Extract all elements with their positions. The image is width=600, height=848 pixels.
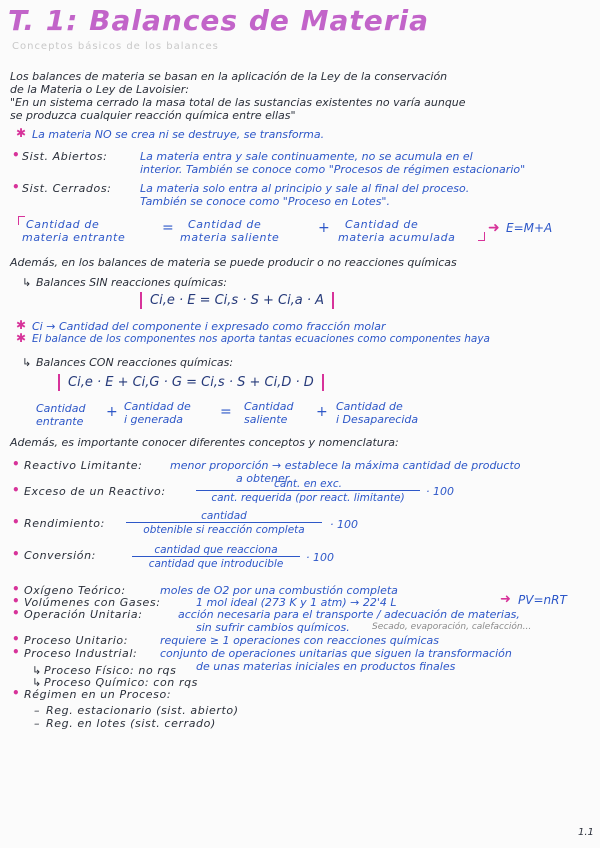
with-reaction-label: Balances CON reacciones químicas: xyxy=(36,356,234,369)
with-reaction-formula: Ci,e · E + Ci,G · G = Ci,s · S + Ci,D · D xyxy=(58,374,324,391)
excess-label: Exceso de un Reactivo: xyxy=(24,485,166,498)
reaction-term-2a: Cantidad de xyxy=(124,400,191,413)
reaction-term-2b: i generada xyxy=(124,413,184,426)
bullet-icon: • xyxy=(12,606,20,620)
limiting-label: Reactivo Limitante: xyxy=(24,459,143,472)
eq-equals: = xyxy=(162,220,174,236)
unit-process-label: Proceso Unitario: xyxy=(24,634,129,647)
bullet-icon: • xyxy=(12,582,20,596)
conversion-multiplier: · 100 xyxy=(306,551,334,564)
bracket-mark xyxy=(478,232,485,241)
corner-arrow-icon: ↳ xyxy=(32,664,42,677)
conversion-fraction xyxy=(132,544,300,570)
bullet-icon: • xyxy=(12,547,20,561)
reaction-term-1a: Cantidad xyxy=(36,402,86,415)
eq-term-acc-b: materia acumulada xyxy=(338,231,456,244)
open-systems-text-2: interior. También se conoce como "Procesos de régimen estacionario" xyxy=(140,163,526,176)
asterisk-icon: ✱ xyxy=(16,331,27,345)
corner-arrow-icon: ↳ xyxy=(22,276,32,289)
regime-label: Régimen en un Proceso: xyxy=(24,688,172,701)
unit-operation-label: Operación Unitaria: xyxy=(24,608,143,621)
no-reaction-label: Balances SIN reacciones químicas: xyxy=(36,276,227,289)
bullet-icon: • xyxy=(12,515,20,529)
gas-label: Volúmenes con Gases: xyxy=(24,596,161,609)
principle-text: La materia NO se crea ni se destruye, se transforma. xyxy=(32,128,325,141)
bullet-icon: • xyxy=(12,457,20,471)
limiting-text-2: a obtener. xyxy=(236,472,292,485)
reactions-intro: Además, en los balances de materia se puede producir o no reacciones químicas xyxy=(10,256,457,269)
reaction-term-3b: saliente xyxy=(244,413,288,426)
chemical-process: Proceso Químico: con rqs xyxy=(44,676,198,689)
asterisk-icon: ✱ xyxy=(16,126,27,140)
reaction-term-1b: entrante xyxy=(36,415,84,428)
reaction-equals: = xyxy=(220,404,232,420)
yield-fraction xyxy=(126,510,322,536)
intro-line-4: se produzca cualquier reacción química entre ellas" xyxy=(10,109,296,122)
eq-term-in-a: Cantidad de xyxy=(26,218,100,231)
eq-term-in-b: materia entrante xyxy=(22,231,126,244)
excess-denominator: cant. requerida (por react. limitante) xyxy=(196,490,420,504)
oxygen-label: Oxígeno Teórico: xyxy=(24,584,126,597)
conversion-label: Conversión: xyxy=(24,549,96,562)
conversion-denominator: cantidad que introducible xyxy=(132,556,300,570)
asterisk-icon: ✱ xyxy=(16,318,27,332)
bullet-icon: • xyxy=(12,148,20,162)
unit-operation-examples: Secado, evaporación, calefacción... xyxy=(372,622,532,632)
regime-item-2: Reg. en lotes (sist. cerrado) xyxy=(46,717,216,730)
bracket-mark xyxy=(18,216,25,225)
yield-denominator: obtenible si reacción completa xyxy=(126,522,322,536)
closed-systems-text-1: La materia solo entra al principio y sale al final del proceso. xyxy=(140,182,470,195)
bullet-icon: • xyxy=(12,483,20,497)
eq-term-acc-a: Cantidad de xyxy=(345,218,419,231)
bullet-icon: • xyxy=(12,180,20,194)
closed-systems-text-2: También se conoce como "Proceso en Lotes". xyxy=(140,195,390,208)
no-reaction-note-1: Ci → Cantidad del componente i expresado como fracción molar xyxy=(32,320,386,333)
excess-fraction xyxy=(196,478,420,504)
no-reaction-note-2: El balance de los componentes nos aporta tantas ecuaciones como componentes haya xyxy=(32,333,490,345)
arrow-right-icon: ➜ xyxy=(488,220,500,236)
bullet-icon: • xyxy=(12,645,20,659)
reaction-term-3a: Cantidad xyxy=(244,400,294,413)
unit-operation-text-1: acción necesaria para el transporte / adecuación de materias, xyxy=(178,608,520,621)
conversion-numerator: cantidad que reacciona xyxy=(154,544,278,556)
oxygen-text: moles de O2 por una combustión completa xyxy=(160,584,398,597)
industrial-process-text-2: de unas materias iniciales en productos finales xyxy=(196,660,456,673)
page-title: T. 1: Balances de Materia xyxy=(8,4,430,37)
intro-line-1: Los balances de materia se basan en la aplicación de la Ley de la conservación xyxy=(10,70,448,83)
bullet-icon: • xyxy=(12,632,20,646)
closed-systems-label: Sist. Cerrados: xyxy=(22,182,112,195)
page-number: 1.1 xyxy=(578,827,594,838)
reaction-term-4a: Cantidad de xyxy=(336,400,403,413)
dash-mark: – xyxy=(34,717,40,730)
intro-line-2: de la Materia o Ley de Lavoisier: xyxy=(10,83,189,96)
page-subtitle: Conceptos básicos de los balances xyxy=(12,41,219,52)
bullet-icon: • xyxy=(12,686,20,700)
eq-plus: + xyxy=(318,220,330,236)
eq-term-out-a: Cantidad de xyxy=(188,218,262,231)
limiting-text-1: menor proporción → establece la máxima cantidad de producto xyxy=(170,459,521,472)
industrial-process-text-1: conjunto de operaciones unitarias que siguen la transformación xyxy=(160,647,512,660)
no-reaction-formula: Ci,e · E = Ci,s · S + Ci,a · A xyxy=(140,292,334,309)
open-systems-label: Sist. Abiertos: xyxy=(22,150,108,163)
gas-law: PV=nRT xyxy=(518,593,567,607)
unit-process-text: requiere ≥ 1 operaciones con reacciones químicas xyxy=(160,634,440,647)
bullet-icon: • xyxy=(12,594,20,608)
physical-process: Proceso Físico: no rqs xyxy=(44,664,177,677)
reaction-plus-2: + xyxy=(316,404,328,420)
corner-arrow-icon: ↳ xyxy=(22,356,32,369)
intro-line-3: "En un sistema cerrado la masa total de las sustancias existentes no varía aunque xyxy=(10,96,466,109)
eq-term-out-b: materia saliente xyxy=(180,231,280,244)
unit-operation-text-2: sin sufrir cambios químicos. xyxy=(196,621,350,634)
regime-item-1: Reg. estacionario (sist. abierto) xyxy=(46,704,239,717)
corner-arrow-icon: ↳ xyxy=(32,676,42,689)
reaction-term-4b: i Desaparecida xyxy=(336,413,419,426)
industrial-process-label: Proceso Industrial: xyxy=(24,647,138,660)
yield-multiplier: · 100 xyxy=(330,518,358,531)
excess-numerator: cant. en exc. xyxy=(274,478,342,490)
arrow-right-icon: ➜ xyxy=(500,592,511,607)
eq-short-form: E=M+A xyxy=(506,221,553,235)
dash-mark: – xyxy=(34,704,40,717)
yield-numerator: cantidad xyxy=(201,510,247,522)
concepts-intro: Además, es importante conocer diferentes conceptos y nomenclatura: xyxy=(10,436,399,449)
excess-multiplier: · 100 xyxy=(426,485,454,498)
yield-label: Rendimiento: xyxy=(24,517,105,530)
open-systems-text-1: La materia entra y sale continuamente, no se acumula en el xyxy=(140,150,473,163)
reaction-plus-1: + xyxy=(106,404,118,420)
gas-text: 1 mol ideal (273 K y 1 atm) → 22'4 L xyxy=(196,596,397,609)
